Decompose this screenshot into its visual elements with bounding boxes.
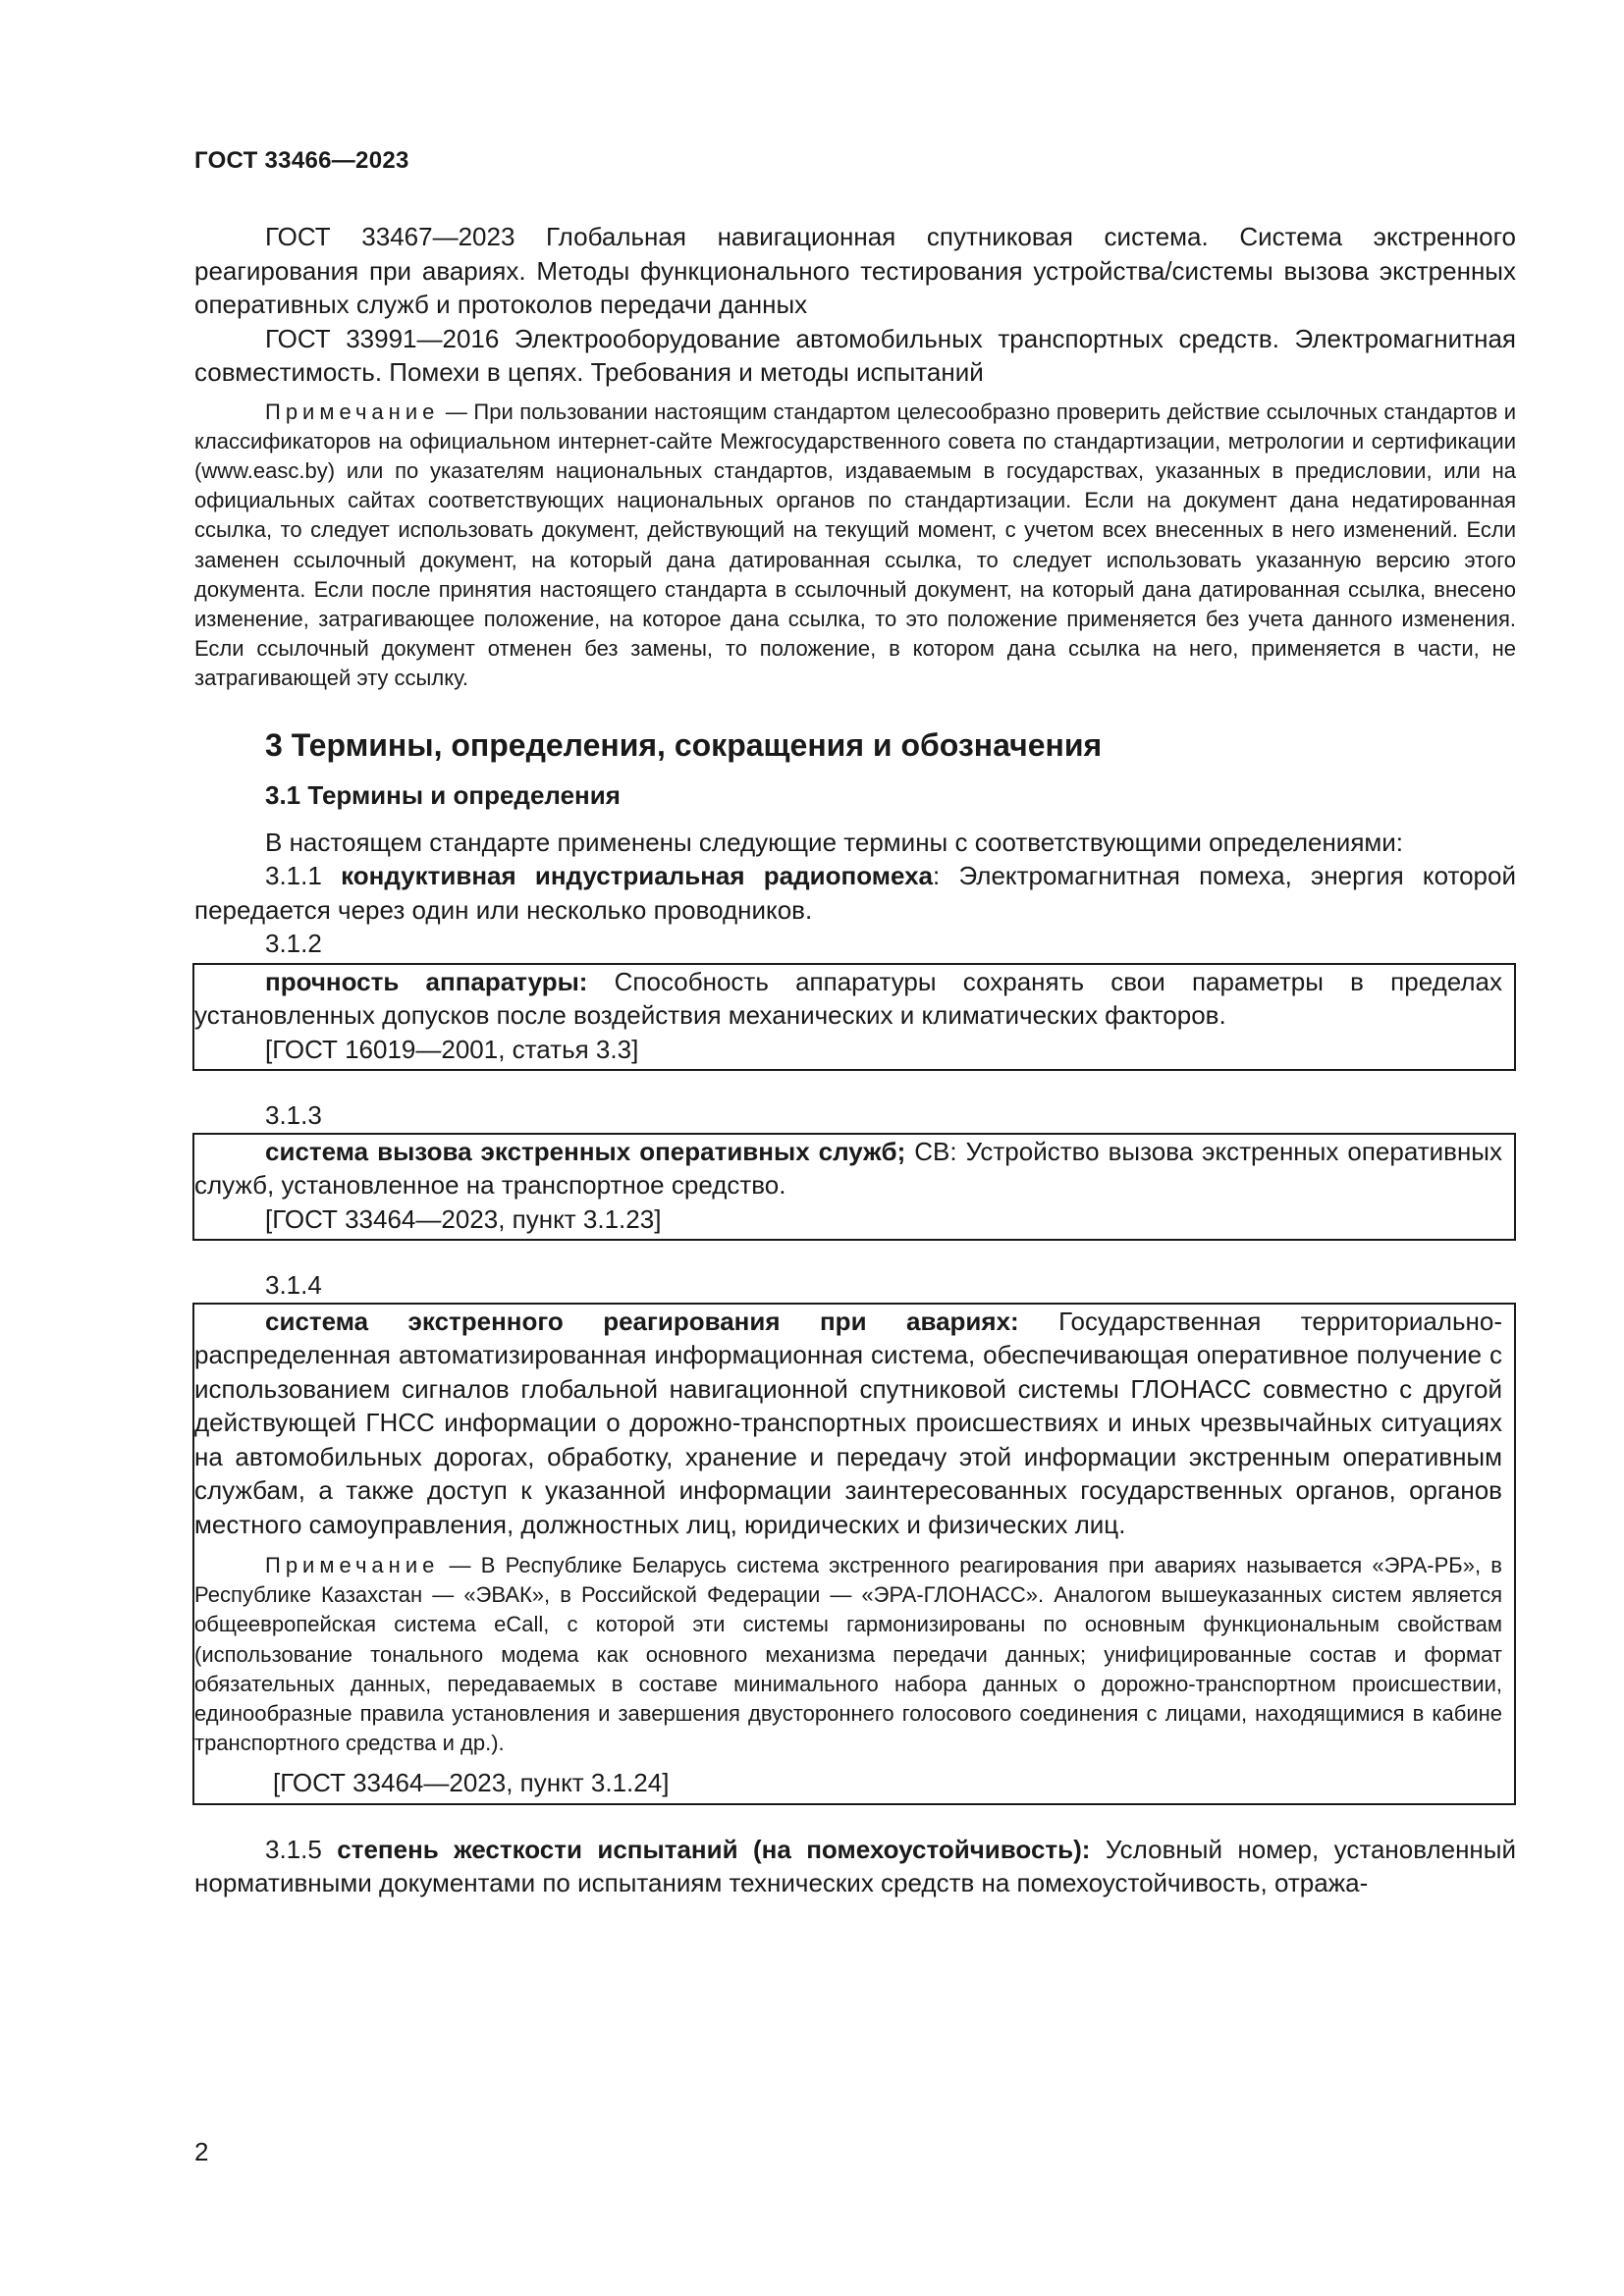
running-header: ГОСТ 33466—2023	[194, 147, 409, 174]
term-name: система экстренного реагирования при авариях:	[265, 1306, 1019, 1336]
term-entry	[194, 965, 1502, 1033]
note-label: Примечание	[265, 1553, 440, 1578]
term-source: [ГОСТ 33464—2023, пункт 3.1.23]	[265, 1203, 662, 1234]
term-number: 3.1.5	[265, 1834, 338, 1864]
term-number: 3.1.2	[265, 929, 322, 959]
note-label: Примечание	[265, 399, 440, 424]
normative-reference: ГОСТ 33467—2023 Глобальная навигационная спутниковая система. Система экстренного реагирования при авариях. Методы функционального тестирования устройства/системы вызова экстренных оперативных служб и протоколов передачи данных	[194, 222, 1516, 319]
term-name: система вызова экстренных оперативных служб;	[265, 1136, 906, 1166]
term-number: 3.1.1	[265, 861, 342, 891]
term-box-3-1-4	[192, 1303, 1516, 1805]
page-number: 2	[194, 2137, 209, 2166]
term-name: степень жесткости испытаний (на помехоустойчивость):	[337, 1834, 1091, 1864]
term-definition: Государственная территориально-распределенная автоматизированная информационная система, обеспечивающая оперативное получение с использованием сигналов глобальной навигационной спутниковой системы ГЛОНАСС совместно с другой действующей ГНСС информации о дорожно-транспортных происшествиях и иных чрезвычайных ситуациях на автомобильных дорогах, обработку, хранение и передачу этой информации экстренным оперативным службам, а также доступ к указанной информации заинтересованных государственных органов, органов местного самоуправления, должностных лиц, юридических и физических лиц.	[194, 1306, 1503, 1539]
term-source: [ГОСТ 33464—2023, пункт 3.1.24]	[273, 1768, 670, 1798]
section-heading: 3 Термины, определения, сокращения и обозначения	[265, 726, 1103, 763]
term-box-3-1-2	[192, 963, 1516, 1072]
term-definition: Условный номер, установленный нормативными документами по испытаниям технических средств на помехоустойчивость, отража-	[194, 1834, 1517, 1898]
term-definition: : Электромагнитная помеха, энергия которой передается через один или несколько проводников.	[194, 861, 1516, 925]
term-3-1-1	[194, 859, 1516, 927]
term-box-3-1-3	[192, 1133, 1516, 1242]
page-body	[194, 220, 1516, 1900]
term-name: прочность аппаратуры:	[265, 966, 588, 996]
term-number: 3.1.3	[265, 1100, 322, 1131]
note-paragraph	[194, 398, 1516, 694]
term-number: 3.1.4	[265, 1270, 322, 1301]
term-name: кондуктивная индустриальная радиопомеха	[341, 861, 933, 891]
subsection-heading: 3.1 Термины и определения	[265, 779, 621, 810]
note-text: — При пользовании настоящим стандартом целесообразно проверить действие ссылочных стандартов и классификаторов на официальном интернет-сайте Межгосударственного совета по стандартизации, метрологии и сертификации (www.easc.by) или по указателям национальных стандартов, издаваемым в государствах, указанных в предисловии, или на официальных сайтах соответствующих национальных органов по стандартизации. Если на документ дана недатированная ссылка, то следует использовать документ, действующий на текущий момент, с учетом всех внесенных в него изменений. Если заменен ссылочный документ, на который дана датированная ссылка, то следует использовать указанную версию этого документа. Если после принятия настоящего стандарта в ссылочный документ, на который дана датированная ссылка, внесено изменение, затрагивающее положение, на которое дана ссылка, то это положение применяется без учета данного изменения. Если ссылочный документ отменен без замены, то положение, в котором дана ссылка на него, применяется в части, не затрагивающей эту ссылку.	[194, 399, 1516, 691]
term-definition: Способность аппаратуры сохранять свои параметры в пределах установленных допусков после воздействия механических и климатических факторов.	[194, 966, 1502, 1031]
note-paragraph	[194, 1551, 1502, 1758]
term-3-1-5	[194, 1833, 1516, 1900]
note-text: — В Республике Беларусь система экстренного реагирования при авариях называется «ЭРА-РБ», в Республике Казахстан — «ЭВАК», в Российской Федерации — «ЭРА-ГЛОНАСС». Аналогом вышеуказанных систем является общеевропейская система eCall, с которой эти системы гармонизированы по основным функциональным свойствам (использование тонального модема как основного механизма передачи данных; унифицированные состав и формат обязательных данных, передаваемых в составе минимального набора данных о дорожно-транспортном происшествии, единообразные правила установления и завершения двустороннего голосового соединения с лицами, находящимися в кабине транспортного средства и др.).	[194, 1553, 1502, 1756]
term-definition: СВ: Устройство вызова экстренных оперативных служб, установленное на транспортное средство.	[194, 1136, 1502, 1201]
term-entry	[194, 1305, 1502, 1542]
term-source: [ГОСТ 16019—2001, статья 3.3]	[265, 1034, 639, 1064]
normative-reference: ГОСТ 33991—2016 Электрооборудование автомобильных транспортных средств. Электромагнитная совместимость. Помехи в цепях. Требования и методы испытаний	[194, 323, 1516, 387]
term-entry	[194, 1135, 1502, 1202]
intro-paragraph: В настоящем стандарте применены следующие термины с соответствующими определениями:	[265, 827, 1404, 857]
